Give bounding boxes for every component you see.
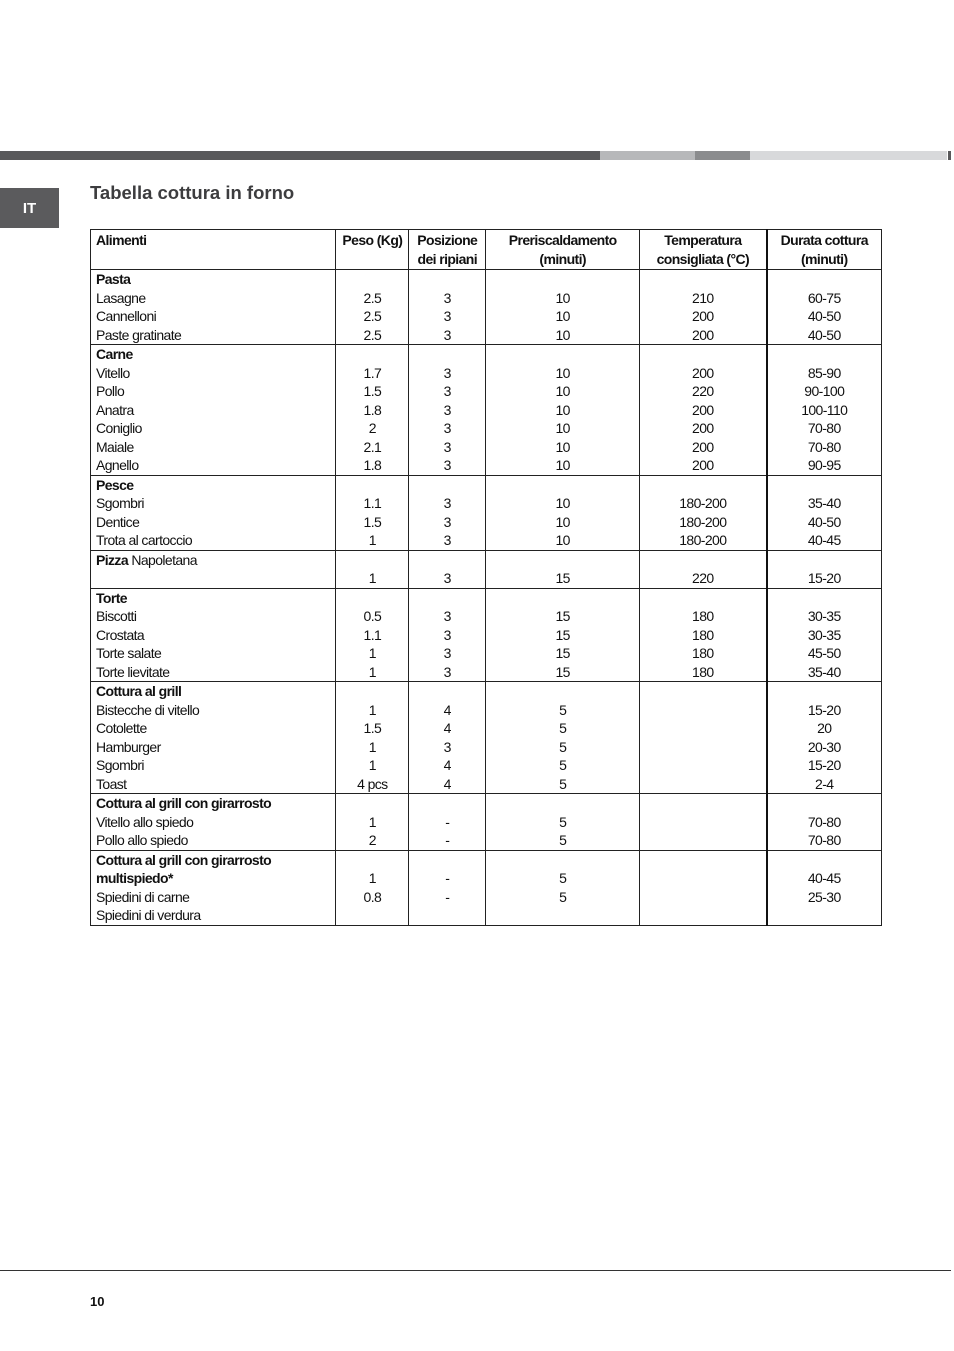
table-body bbox=[91, 270, 882, 926]
col-header-alimenti: Alimenti bbox=[91, 230, 336, 270]
group-name-suffix: Napoletana bbox=[131, 551, 197, 568]
temperatura-value: 180-200 bbox=[679, 532, 727, 548]
durata-value: 15-20 bbox=[807, 570, 841, 586]
food-item: Cotolette bbox=[96, 720, 147, 736]
table-row bbox=[91, 475, 882, 550]
posizione-value: - bbox=[445, 870, 450, 886]
posizione-value: 3 bbox=[443, 289, 451, 306]
food-item: Biscotti bbox=[96, 608, 137, 624]
temperatura-value: 200 bbox=[692, 308, 714, 324]
group-name: Cottura al grill bbox=[96, 683, 182, 699]
peso-value: 1.5 bbox=[363, 513, 382, 530]
durata-value: 70-80 bbox=[807, 813, 841, 830]
table-row bbox=[91, 850, 882, 925]
header-bar-segment-2 bbox=[600, 151, 695, 160]
durata-cell bbox=[767, 794, 882, 851]
peso-value: 2.5 bbox=[363, 289, 382, 306]
preriscaldamento-value: 10 bbox=[555, 495, 570, 511]
food-item: Agnello bbox=[96, 457, 139, 473]
food-item: Coniglio bbox=[96, 420, 142, 436]
food-item: Hamburger bbox=[96, 738, 161, 755]
posizione-value: 3 bbox=[443, 663, 451, 680]
durata-value: 70-80 bbox=[807, 420, 841, 436]
temperatura-cell bbox=[640, 588, 767, 682]
posizione-value: 3 bbox=[443, 420, 451, 436]
col-header-posizione bbox=[409, 230, 486, 270]
preriscaldamento-value: 5 bbox=[559, 870, 567, 886]
temperatura-value: 200 bbox=[692, 457, 714, 473]
temperatura-value: 180 bbox=[692, 626, 714, 643]
posizione-value: 3 bbox=[443, 532, 451, 548]
posizione-value: 3 bbox=[443, 608, 451, 624]
peso-value: 1 bbox=[368, 663, 376, 680]
temperatura-value: 200 bbox=[692, 420, 714, 436]
durata-value: 85-90 bbox=[807, 364, 841, 381]
food-item: Pollo bbox=[96, 383, 125, 399]
food-item: Trota al cartoccio bbox=[96, 532, 193, 548]
temperatura-cell bbox=[640, 794, 767, 851]
food-item: Crostata bbox=[96, 626, 145, 643]
food-item: Vitello bbox=[96, 364, 130, 381]
posizione-value: 3 bbox=[443, 570, 451, 586]
posizione-cell bbox=[409, 794, 486, 851]
page-title: Tabella cottura in forno bbox=[90, 182, 295, 203]
posizione-value: 4 bbox=[443, 775, 451, 792]
peso-value: 1 bbox=[368, 870, 376, 886]
temperatura-value: 200 bbox=[692, 438, 714, 455]
col-header-preriscaldamento bbox=[486, 230, 640, 270]
preriscaldamento-value: 5 bbox=[559, 888, 567, 905]
temperatura-cell bbox=[640, 475, 767, 550]
group-name: Carne bbox=[96, 346, 133, 362]
peso-value: 0.8 bbox=[363, 888, 382, 905]
durata-value: 30-35 bbox=[807, 626, 841, 643]
durata-value: 100-110 bbox=[801, 401, 848, 418]
preriscaldamento-cell bbox=[486, 588, 640, 682]
food-item: Torte lievitate bbox=[96, 663, 170, 680]
food-cell bbox=[91, 588, 336, 682]
preriscaldamento-value: 10 bbox=[555, 326, 570, 343]
posizione-cell bbox=[409, 682, 486, 794]
col-header-posizione-text: Posizione dei ripiani bbox=[417, 232, 478, 267]
peso-cell bbox=[336, 475, 409, 550]
preriscaldamento-value: 15 bbox=[555, 626, 570, 643]
footer-rule bbox=[0, 1270, 951, 1271]
food-item: Spiedini di verdura bbox=[96, 907, 201, 923]
preriscaldamento-value: 10 bbox=[555, 401, 570, 418]
durata-cell bbox=[767, 588, 882, 682]
cooking-table bbox=[90, 229, 882, 926]
header-bar-segment-3 bbox=[695, 151, 750, 160]
peso-value: 1.1 bbox=[363, 495, 382, 511]
preriscaldamento-value: 10 bbox=[555, 383, 570, 399]
group-header-line bbox=[96, 476, 335, 495]
durata-cell bbox=[767, 475, 882, 550]
durata-cell bbox=[767, 682, 882, 794]
durata-value: 15-20 bbox=[807, 757, 841, 773]
preriscaldamento-value: 15 bbox=[555, 663, 570, 680]
header-bar-segment-4 bbox=[750, 151, 947, 160]
temperatura-value: 180 bbox=[692, 663, 714, 680]
preriscaldamento-cell bbox=[486, 550, 640, 588]
table-row bbox=[91, 682, 882, 794]
table-row bbox=[91, 345, 882, 476]
preriscaldamento-value: 10 bbox=[555, 438, 570, 455]
group-header-line bbox=[96, 589, 335, 608]
food-item: Bistecche di vitello bbox=[96, 701, 200, 718]
peso-value: 2.5 bbox=[363, 326, 382, 343]
preriscaldamento-value: 10 bbox=[555, 289, 570, 306]
durata-value: 70-80 bbox=[807, 832, 841, 848]
durata-value: 70-80 bbox=[807, 438, 841, 455]
group-name: Torte bbox=[96, 589, 127, 606]
peso-cell bbox=[336, 588, 409, 682]
food-item: Pollo allo spiedo bbox=[96, 832, 188, 848]
posizione-cell bbox=[409, 550, 486, 588]
food-cell bbox=[91, 850, 336, 925]
preriscaldamento-value: 5 bbox=[559, 757, 567, 773]
temperatura-cell bbox=[640, 850, 767, 925]
table-header-row bbox=[91, 230, 882, 270]
durata-cell bbox=[767, 345, 882, 476]
col-header-preriscaldamento-text: Preriscaldamento (minuti) bbox=[508, 232, 617, 267]
group-name: Pesce bbox=[96, 476, 134, 493]
durata-value: 90-95 bbox=[807, 457, 841, 473]
posizione-value: 3 bbox=[443, 626, 451, 643]
table-row bbox=[91, 588, 882, 682]
food-cell bbox=[91, 345, 336, 476]
group-name: Pasta bbox=[96, 271, 131, 287]
preriscaldamento-value: 15 bbox=[555, 608, 570, 624]
preriscaldamento-value: 15 bbox=[555, 645, 570, 661]
peso-cell bbox=[336, 850, 409, 925]
posizione-cell bbox=[409, 588, 486, 682]
peso-value: 1 bbox=[368, 738, 376, 755]
temperatura-value: 180 bbox=[692, 608, 714, 624]
group-header-line bbox=[96, 345, 335, 364]
preriscaldamento-cell bbox=[486, 345, 640, 476]
durata-value: 40-50 bbox=[807, 326, 841, 343]
preriscaldamento-value: 10 bbox=[555, 420, 570, 436]
table-row bbox=[91, 270, 882, 345]
durata-cell bbox=[767, 270, 882, 345]
food-item: Torte salate bbox=[96, 645, 162, 661]
temperatura-value: 180-200 bbox=[679, 513, 727, 530]
temperatura-value: 200 bbox=[692, 364, 714, 381]
peso-value: 1.8 bbox=[363, 401, 382, 418]
food-item: Maiale bbox=[96, 438, 134, 455]
temperatura-value: 220 bbox=[692, 570, 714, 586]
table-row bbox=[91, 550, 882, 588]
peso-value: 1 bbox=[368, 813, 376, 830]
language-tab: IT bbox=[0, 188, 59, 228]
durata-value: 40-45 bbox=[807, 532, 841, 548]
peso-cell bbox=[336, 550, 409, 588]
peso-value: 1 bbox=[368, 532, 376, 548]
posizione-value: 3 bbox=[443, 738, 451, 755]
temperatura-cell bbox=[640, 270, 767, 345]
preriscaldamento-value: 10 bbox=[555, 308, 570, 324]
posizione-value: 3 bbox=[443, 438, 451, 455]
preriscaldamento-value: 10 bbox=[555, 364, 570, 381]
durata-value: 15-20 bbox=[807, 701, 841, 718]
food-item: Cannelloni bbox=[96, 308, 157, 324]
food-item: Dentice bbox=[96, 513, 140, 530]
posizione-value: 4 bbox=[443, 720, 451, 736]
preriscaldamento-value: 5 bbox=[559, 738, 567, 755]
peso-cell bbox=[336, 345, 409, 476]
peso-value: 1 bbox=[368, 701, 376, 718]
food-item: Anatra bbox=[96, 401, 134, 418]
peso-value: 1.1 bbox=[363, 626, 382, 643]
durata-value: 2-4 bbox=[815, 775, 834, 792]
durata-cell bbox=[767, 550, 882, 588]
food-item: Sgombri bbox=[96, 757, 144, 773]
preriscaldamento-value: 5 bbox=[559, 832, 567, 848]
temperatura-value: 220 bbox=[692, 383, 714, 399]
peso-value: 1 bbox=[368, 645, 376, 661]
posizione-cell bbox=[409, 345, 486, 476]
posizione-value: 3 bbox=[443, 308, 451, 324]
group-header-line bbox=[96, 270, 335, 289]
preriscaldamento-value: 5 bbox=[559, 813, 567, 830]
posizione-value: 4 bbox=[443, 701, 451, 718]
peso-cell bbox=[336, 682, 409, 794]
peso-value: 1 bbox=[368, 757, 376, 773]
durata-value: 90-100 bbox=[804, 383, 845, 399]
temperatura-value: 210 bbox=[692, 289, 714, 306]
posizione-cell bbox=[409, 475, 486, 550]
posizione-value: 4 bbox=[443, 757, 451, 773]
durata-value: 60-75 bbox=[807, 289, 841, 306]
posizione-value: 3 bbox=[443, 364, 451, 381]
food-item: Lasagne bbox=[96, 289, 146, 306]
preriscaldamento-value: 10 bbox=[555, 457, 570, 473]
durata-value: 35-40 bbox=[807, 663, 841, 680]
posizione-cell bbox=[409, 850, 486, 925]
food-cell bbox=[91, 270, 336, 345]
food-cell bbox=[91, 475, 336, 550]
temperatura-value: 200 bbox=[692, 401, 714, 418]
temperatura-value: 180-200 bbox=[679, 495, 727, 511]
peso-value: 2 bbox=[368, 420, 376, 436]
posizione-value: 3 bbox=[443, 645, 451, 661]
peso-value: 1.5 bbox=[363, 383, 382, 399]
group-name: Pizza bbox=[96, 551, 129, 568]
preriscaldamento-value: 5 bbox=[559, 701, 567, 718]
peso-value: 2.1 bbox=[363, 438, 382, 455]
peso-value: 2 bbox=[368, 832, 376, 848]
durata-value: 40-50 bbox=[807, 308, 841, 324]
group-name-line: Cottura al grill con girarrosto bbox=[96, 851, 272, 868]
preriscaldamento-value: 5 bbox=[559, 775, 567, 792]
temperatura-value: 180 bbox=[692, 645, 714, 661]
peso-value: 1.5 bbox=[363, 720, 382, 736]
durata-value: 20 bbox=[817, 720, 832, 736]
preriscaldamento-cell bbox=[486, 794, 640, 851]
durata-cell bbox=[767, 850, 882, 925]
temperatura-value: 200 bbox=[692, 326, 714, 343]
posizione-value: 3 bbox=[443, 457, 451, 473]
col-header-durata-text: Durata cottura (minuti) bbox=[780, 232, 868, 267]
col-header-temperatura bbox=[640, 230, 767, 270]
group-header-line bbox=[96, 682, 335, 701]
col-header-peso: Peso (Kg) bbox=[336, 230, 409, 270]
peso-cell bbox=[336, 270, 409, 345]
posizione-value: - bbox=[445, 813, 450, 830]
food-item: Toast bbox=[96, 775, 127, 792]
peso-value: 1.7 bbox=[363, 364, 382, 381]
food-item: Spiedini di carne bbox=[96, 888, 190, 905]
page-number: 10 bbox=[90, 1294, 105, 1309]
peso-value: 0.5 bbox=[363, 608, 382, 624]
preriscaldamento-value: 15 bbox=[555, 570, 570, 586]
food-item: Vitello allo spiedo bbox=[96, 813, 194, 830]
durata-value: 45-50 bbox=[807, 645, 841, 661]
durata-value: 40-45 bbox=[807, 870, 841, 886]
temperatura-cell bbox=[640, 550, 767, 588]
preriscaldamento-cell bbox=[486, 475, 640, 550]
preriscaldamento-cell bbox=[486, 270, 640, 345]
durata-value: 20-30 bbox=[807, 738, 841, 755]
peso-value: 4 pcs bbox=[357, 775, 388, 792]
food-cell bbox=[91, 682, 336, 794]
posizione-value: 3 bbox=[443, 401, 451, 418]
posizione-cell bbox=[409, 270, 486, 345]
col-header-durata bbox=[767, 230, 882, 270]
peso-value: 1 bbox=[368, 570, 376, 586]
posizione-value: - bbox=[445, 888, 450, 905]
durata-value: 25-30 bbox=[807, 888, 841, 905]
header-bar-end-mark bbox=[948, 151, 951, 160]
preriscaldamento-cell bbox=[486, 682, 640, 794]
group-header-line bbox=[96, 551, 335, 570]
posizione-value: - bbox=[445, 832, 450, 848]
posizione-value: 3 bbox=[443, 495, 451, 511]
peso-value: 2.5 bbox=[363, 308, 382, 324]
header-bar-segment-1 bbox=[0, 151, 600, 160]
group-name-line: multispiedo* bbox=[96, 870, 173, 886]
food-cell bbox=[91, 550, 336, 588]
peso-cell bbox=[336, 794, 409, 851]
table-row bbox=[91, 794, 882, 851]
preriscaldamento-value: 5 bbox=[559, 720, 567, 736]
durata-value: 30-35 bbox=[807, 608, 841, 624]
durata-value: 40-50 bbox=[807, 513, 841, 530]
group-header-line bbox=[96, 794, 335, 813]
food-item: Sgombri bbox=[96, 495, 144, 511]
food-item: Paste gratinate bbox=[96, 326, 182, 343]
temperatura-cell bbox=[640, 682, 767, 794]
durata-value: 35-40 bbox=[807, 495, 841, 511]
posizione-value: 3 bbox=[443, 513, 451, 530]
col-header-temperatura-text: Temperatura consigliata (°C) bbox=[656, 232, 750, 267]
food-cell bbox=[91, 794, 336, 851]
group-name: Cottura al grill con girarrosto bbox=[96, 795, 272, 811]
preriscaldamento-cell bbox=[486, 850, 640, 925]
temperatura-cell bbox=[640, 345, 767, 476]
posizione-value: 3 bbox=[443, 326, 451, 343]
peso-value: 1.8 bbox=[363, 457, 382, 473]
preriscaldamento-value: 10 bbox=[555, 532, 570, 548]
posizione-value: 3 bbox=[443, 383, 451, 399]
preriscaldamento-value: 10 bbox=[555, 513, 570, 530]
